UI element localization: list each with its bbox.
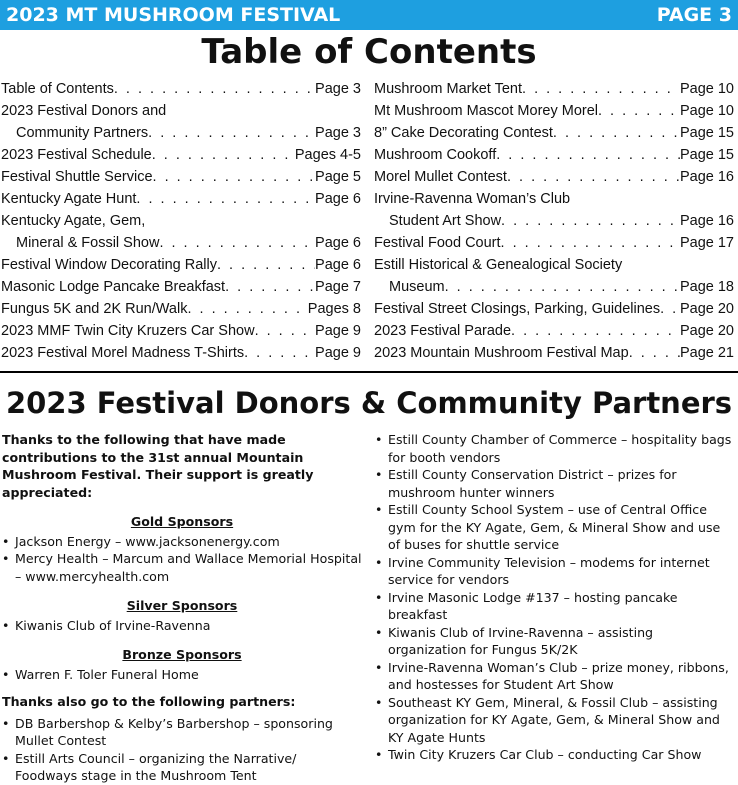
toc-entry (1, 166, 361, 188)
toc-leader-dots (159, 232, 315, 254)
toc-leader-dots (501, 232, 680, 254)
toc-entry (1, 254, 361, 276)
toc-entry-label: 2023 Festival Donors and (1, 103, 167, 119)
toc-entry-label: Irvine-Ravenna Woman’s Club (374, 191, 571, 207)
list-item: • Warren F. Toler Funeral Home (2, 666, 362, 684)
toc-entry-page: Page 21 (679, 345, 734, 361)
list-item: • Mercy Health – Marcum and Wallace Memorial Hospital – www.mercyhealth.com (2, 550, 362, 585)
toc-leader-dots (136, 188, 315, 210)
toc-entry-label: Student Art Show (389, 213, 502, 229)
toc-entry-label: Festival Street Closings, Parking, Guidelines (374, 301, 661, 317)
toc-entry-page: Page 10 (679, 103, 734, 119)
toc-entry-page: Page 16 (679, 213, 734, 229)
toc-entry-label: 8” Cake Decorating Contest (374, 125, 553, 141)
toc-entry-page: Page 18 (679, 279, 734, 295)
toc-entry-page: Page 15 (679, 147, 734, 163)
silver-sponsors-heading: Silver Sponsors (126, 598, 238, 613)
toc-entry-label: 2023 Mountain Mushroom Festival Map (374, 345, 629, 361)
toc-entry-label: 2023 Festival Parade (374, 323, 512, 339)
toc-entry-page: Page 7 (315, 279, 361, 295)
toc-leader-dots (507, 166, 680, 188)
toc-entry-page: Page 6 (315, 191, 361, 207)
toc-entry (1, 276, 361, 298)
toc-entry (1, 298, 361, 320)
bronze-sponsors-list (2, 666, 362, 684)
toc-entry-label: Kentucky Agate Hunt (1, 191, 137, 207)
toc-right-column (374, 78, 734, 364)
toc-entry (374, 254, 734, 276)
toc-entry (1, 188, 361, 210)
partners-list-left (2, 715, 362, 785)
section-divider (0, 371, 738, 373)
toc-entry-label: Mineral & Fossil Show (16, 235, 160, 251)
toc-entry-label: Kentucky Agate, Gem, (1, 213, 146, 229)
toc-left-column (1, 78, 361, 364)
toc-entry-page: Page 10 (679, 81, 734, 97)
toc-entry-page: Page 3 (315, 81, 361, 97)
list-item: • Irvine Masonic Lodge #137 – hosting pancake breakfast (375, 589, 735, 624)
toc-entry-page: Page 20 (679, 323, 734, 339)
gold-sponsors-list (2, 533, 362, 586)
toc-entry-label: Museum (389, 279, 445, 295)
partners-heading: Thanks also go to the following partners: (2, 694, 296, 709)
toc-leader-dots (496, 144, 680, 166)
toc-entry (374, 78, 734, 100)
toc-entry-label: Festival Food Court (374, 235, 501, 251)
list-item: • Estill County Conservation District – prizes for mushroom hunter winners (375, 466, 735, 501)
donors-intro: Thanks to the following that have made contributions to the 31st annual Mountain Mushroom Festival. Their support is greatly appreciated: (2, 432, 314, 500)
toc-leader-dots (217, 254, 315, 276)
toc-entry-label: Festival Shuttle Service (1, 169, 153, 185)
toc-entry (1, 342, 361, 364)
page-banner (0, 0, 738, 30)
toc-leader-dots (114, 78, 315, 100)
list-item: • Jackson Energy – www.jacksonenergy.com (2, 533, 362, 551)
donors-title: 2023 Festival Donors & Community Partners (5, 386, 733, 420)
toc-entry (1, 320, 361, 342)
toc-entry (1, 144, 361, 166)
toc-entry (374, 276, 734, 298)
list-item: • Estill County School System – use of Central Office gym for the KY Agate, Gem, & Mineral Show and use of buses for shuttle service (375, 501, 735, 554)
toc-leader-dots (153, 166, 316, 188)
toc-entry (374, 100, 734, 122)
toc-entry (374, 320, 734, 342)
toc-entry-label: 2023 Festival Schedule (1, 147, 152, 163)
toc-entry-page: Page 9 (315, 323, 361, 339)
toc-entry-label: Mushroom Cookoff (374, 147, 497, 163)
list-item: • Estill Arts Council – organizing the Narrative/ Foodways stage in the Mushroom Tent (2, 750, 362, 785)
donors-left-column (2, 431, 362, 785)
toc-entry (1, 78, 361, 100)
list-item: • Kiwanis Club of Irvine-Ravenna – assisting organization for Fungus 5K/2K (375, 624, 735, 659)
toc-entry (374, 188, 734, 210)
toc-entry-page: Page 17 (679, 235, 734, 251)
gold-sponsors-heading: Gold Sponsors (130, 514, 234, 529)
toc-leader-dots (244, 342, 315, 364)
toc-entry-page: Page 9 (315, 345, 361, 361)
toc-entry-page: Page 5 (315, 169, 361, 185)
toc-entry-label: Fungus 5K and 2K Run/Walk (1, 301, 188, 317)
list-item: • Kiwanis Club of Irvine-Ravenna (2, 617, 362, 635)
toc-entry-label: Festival Window Decorating Rally (1, 257, 217, 273)
list-item: • DB Barbershop & Kelby’s Barbershop – sponsoring Mullet Contest (2, 715, 362, 750)
toc-leader-dots (255, 320, 315, 342)
toc-entry (1, 210, 361, 232)
toc-leader-dots (511, 320, 680, 342)
toc-entry (374, 298, 734, 320)
toc-entry-label: 2023 Festival Morel Madness T-Shirts (1, 345, 245, 361)
toc-entry-page: Page 6 (315, 235, 361, 251)
toc-entry-page: Page 6 (315, 257, 361, 273)
toc-leader-dots (152, 144, 295, 166)
toc-leader-dots (522, 78, 680, 100)
toc-leader-dots (148, 122, 315, 144)
banner-page-number: PAGE 3 (656, 4, 732, 26)
toc-entry (374, 210, 734, 232)
toc-leader-dots (501, 210, 680, 232)
toc-entry (1, 122, 361, 144)
toc-title: Table of Contents (201, 32, 537, 72)
toc-entry-page: Page 20 (679, 301, 734, 317)
banner-title: 2023 MT MUSHROOM FESTIVAL (6, 4, 341, 26)
list-item: • Southeast KY Gem, Mineral, & Fossil Club – assisting organization for KY Agate, Gem, & Mineral Show and KY Agate Hunts (375, 694, 735, 747)
toc-leader-dots (225, 276, 315, 298)
list-item: • Twin City Kruzers Car Club – conducting Car Show (375, 746, 735, 764)
donors-right-column (375, 431, 735, 764)
bronze-sponsors-heading: Bronze Sponsors (122, 647, 242, 662)
toc-entry (1, 100, 361, 122)
toc-entry-label: Community Partners (16, 125, 149, 141)
list-item: • Estill County Chamber of Commerce – hospitality bags for booth vendors (375, 431, 735, 466)
toc-leader-dots (445, 276, 680, 298)
toc-entry-label: Mushroom Market Tent (374, 81, 523, 97)
toc-entry-label: Estill Historical & Genealogical Society (374, 257, 623, 273)
toc-entry-label: Morel Mullet Contest (374, 169, 507, 185)
toc-entry (374, 122, 734, 144)
toc-entry-label: 2023 MMF Twin City Kruzers Car Show (1, 323, 255, 339)
toc-leader-dots (629, 342, 680, 364)
toc-entry-label: Masonic Lodge Pancake Breakfast (1, 279, 226, 295)
toc-entry-label: Mt Mushroom Mascot Morey Morel (374, 103, 598, 119)
toc-entry-page: Pages 8 (307, 301, 361, 317)
silver-sponsors-list (2, 617, 362, 635)
toc-entry-page: Page 15 (679, 125, 734, 141)
toc-leader-dots (598, 100, 680, 122)
list-item: • Irvine Community Television – modems for internet service for vendors (375, 554, 735, 589)
toc-entry-label: Table of Contents (1, 81, 114, 97)
partners-list-right (375, 431, 735, 764)
toc-entry-page: Page 3 (315, 125, 361, 141)
list-item: • Irvine-Ravenna Woman’s Club – prize money, ribbons, and hostesses for Student Art Show (375, 659, 735, 694)
toc-entry-page: Page 16 (679, 169, 734, 185)
toc-entry (374, 342, 734, 364)
toc-entry (374, 166, 734, 188)
toc-entry (374, 232, 734, 254)
toc-leader-dots (660, 298, 680, 320)
toc-entry (1, 232, 361, 254)
toc-entry-page: Pages 4-5 (294, 147, 361, 163)
toc-leader-dots (553, 122, 680, 144)
toc-leader-dots (187, 298, 307, 320)
toc-entry (374, 144, 734, 166)
